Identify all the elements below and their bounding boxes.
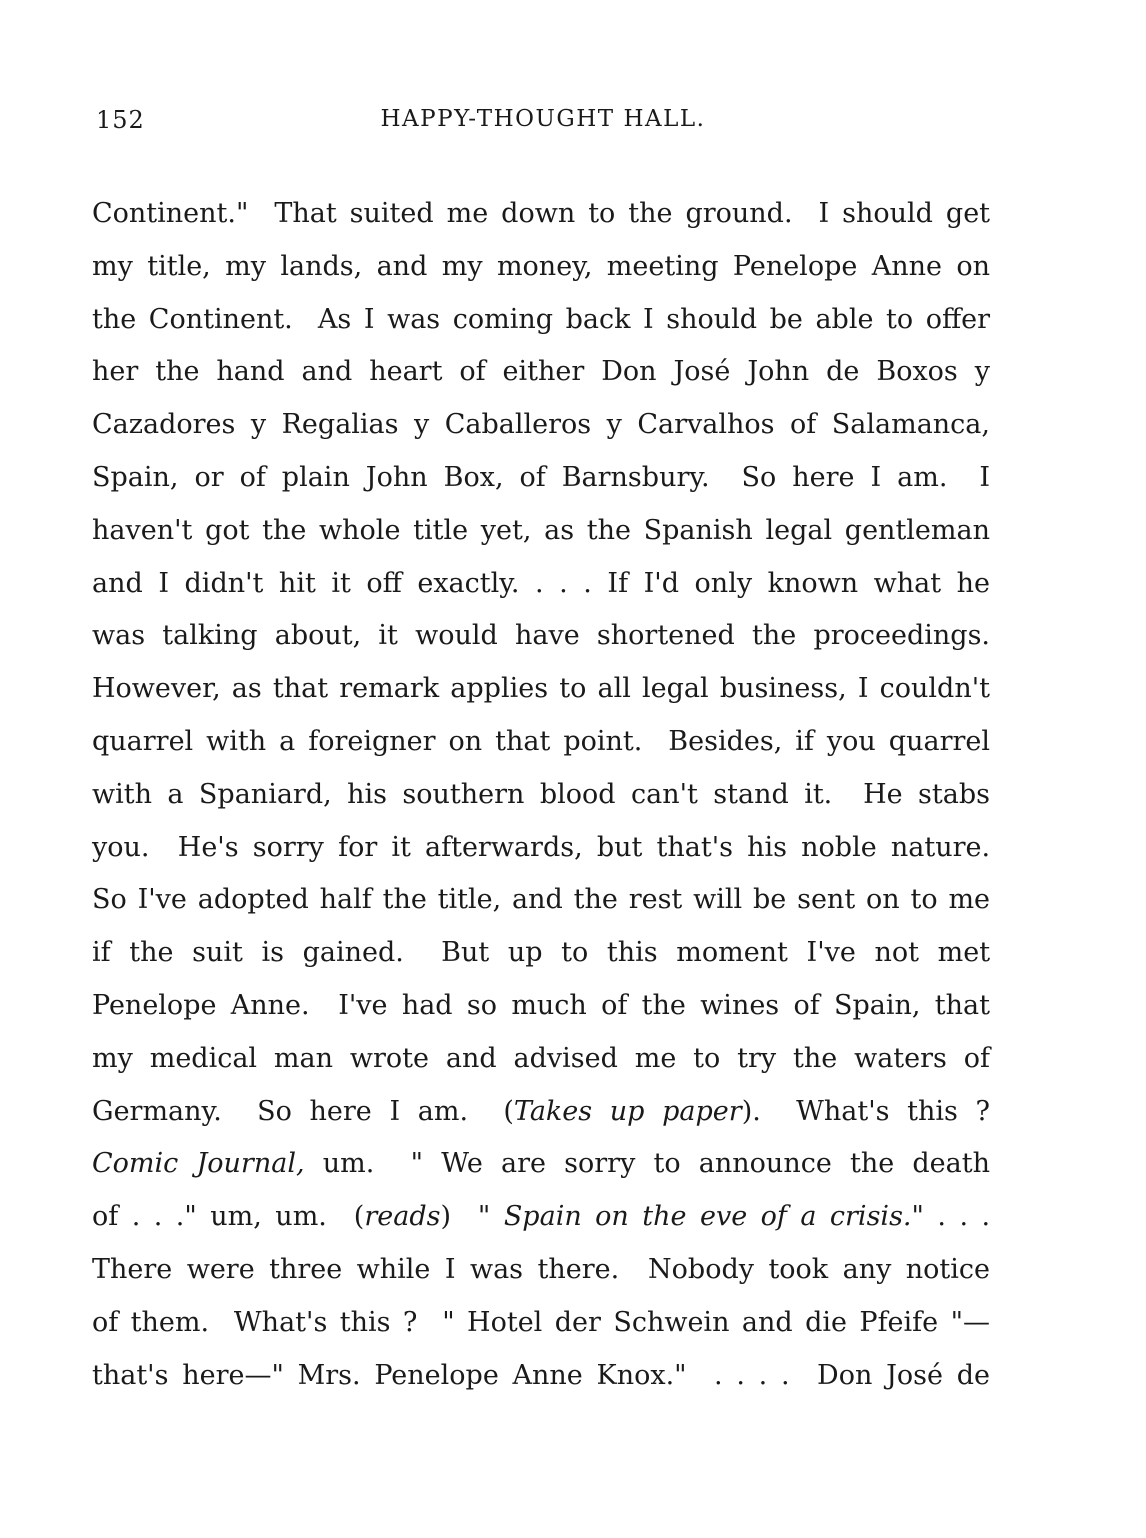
- text-line-18: Germany. So here I am. (Takes up paper). What's this ?: [92, 1095, 991, 1127]
- stage-direction: reads: [364, 1201, 441, 1233]
- text-line-7: haven't got the whole title yet, as the Spanish legal gentleman: [92, 514, 990, 546]
- text-line-3: the Continent. As I was coming back I should be able to offer: [92, 303, 991, 335]
- text-line-6: Spain, or of plain John Box, of Barnsbury. So here I am. I: [92, 461, 990, 493]
- text-line-20: of . . ." um, um. (reads) " Spain on the eve of a crisis." . . .: [92, 1201, 991, 1233]
- text-line-16: Penelope Anne. I've had so much of the wines of Spain, that: [92, 989, 990, 1021]
- text-line-13: you. He's sorry for it afterwards, but that's his noble nature.: [92, 831, 991, 863]
- running-title: HAPPY-THOUGHT HALL.: [380, 106, 706, 132]
- text-line-12: with a Spaniard, his southern blood can't stand it. He stabs: [92, 778, 991, 810]
- text-line-17: my medical man wrote and advised me to try the waters of: [92, 1042, 991, 1074]
- text-line-5: Cazadores y Regalias y Caballeros y Carvalhos of Salamanca,: [92, 409, 990, 441]
- text-line-4: her the hand and heart of either Don José John de Boxos y: [92, 356, 990, 388]
- running-head: [96, 106, 990, 142]
- text-line-2: my title, my lands, and my money, meeting Penelope Anne on: [92, 250, 990, 282]
- text-line-19: Comic Journal, um. " We are sorry to announce the death: [92, 1148, 990, 1180]
- text-line-14: So I've adopted half the title, and the rest will be sent on to me: [92, 884, 991, 916]
- body-text: [92, 188, 990, 1402]
- text-line-15: if the suit is gained. But up to this moment I've not met: [92, 937, 991, 969]
- page-number: 152: [96, 106, 145, 134]
- quoted-headline: Spain on the eve of a crisis.: [503, 1201, 912, 1233]
- text-line-23: that's here—" Mrs. Penelope Anne Knox." . . . . Don José de: [92, 1359, 990, 1391]
- stage-direction: Takes up paper: [513, 1095, 742, 1127]
- text-line-1: Continent." That suited me down to the ground. I should get: [92, 198, 991, 229]
- text-line-9: was talking about, it would have shortened the proceedings.: [92, 620, 991, 652]
- text-line-10: However, as that remark applies to all legal business, I couldn't: [92, 673, 990, 705]
- text-line-22: of them. What's this ? " Hotel der Schwein and die Pfeife "—: [92, 1306, 990, 1338]
- text-line-8: and I didn't hit it off exactly. . . . If I'd only known what he: [92, 567, 991, 599]
- journal-title: Comic Journal,: [92, 1148, 305, 1180]
- text-line-21: There were three while I was there. Nobody took any notice: [92, 1253, 991, 1285]
- text-line-11: quarrel with a foreigner on that point. Besides, if you quarrel: [92, 725, 990, 757]
